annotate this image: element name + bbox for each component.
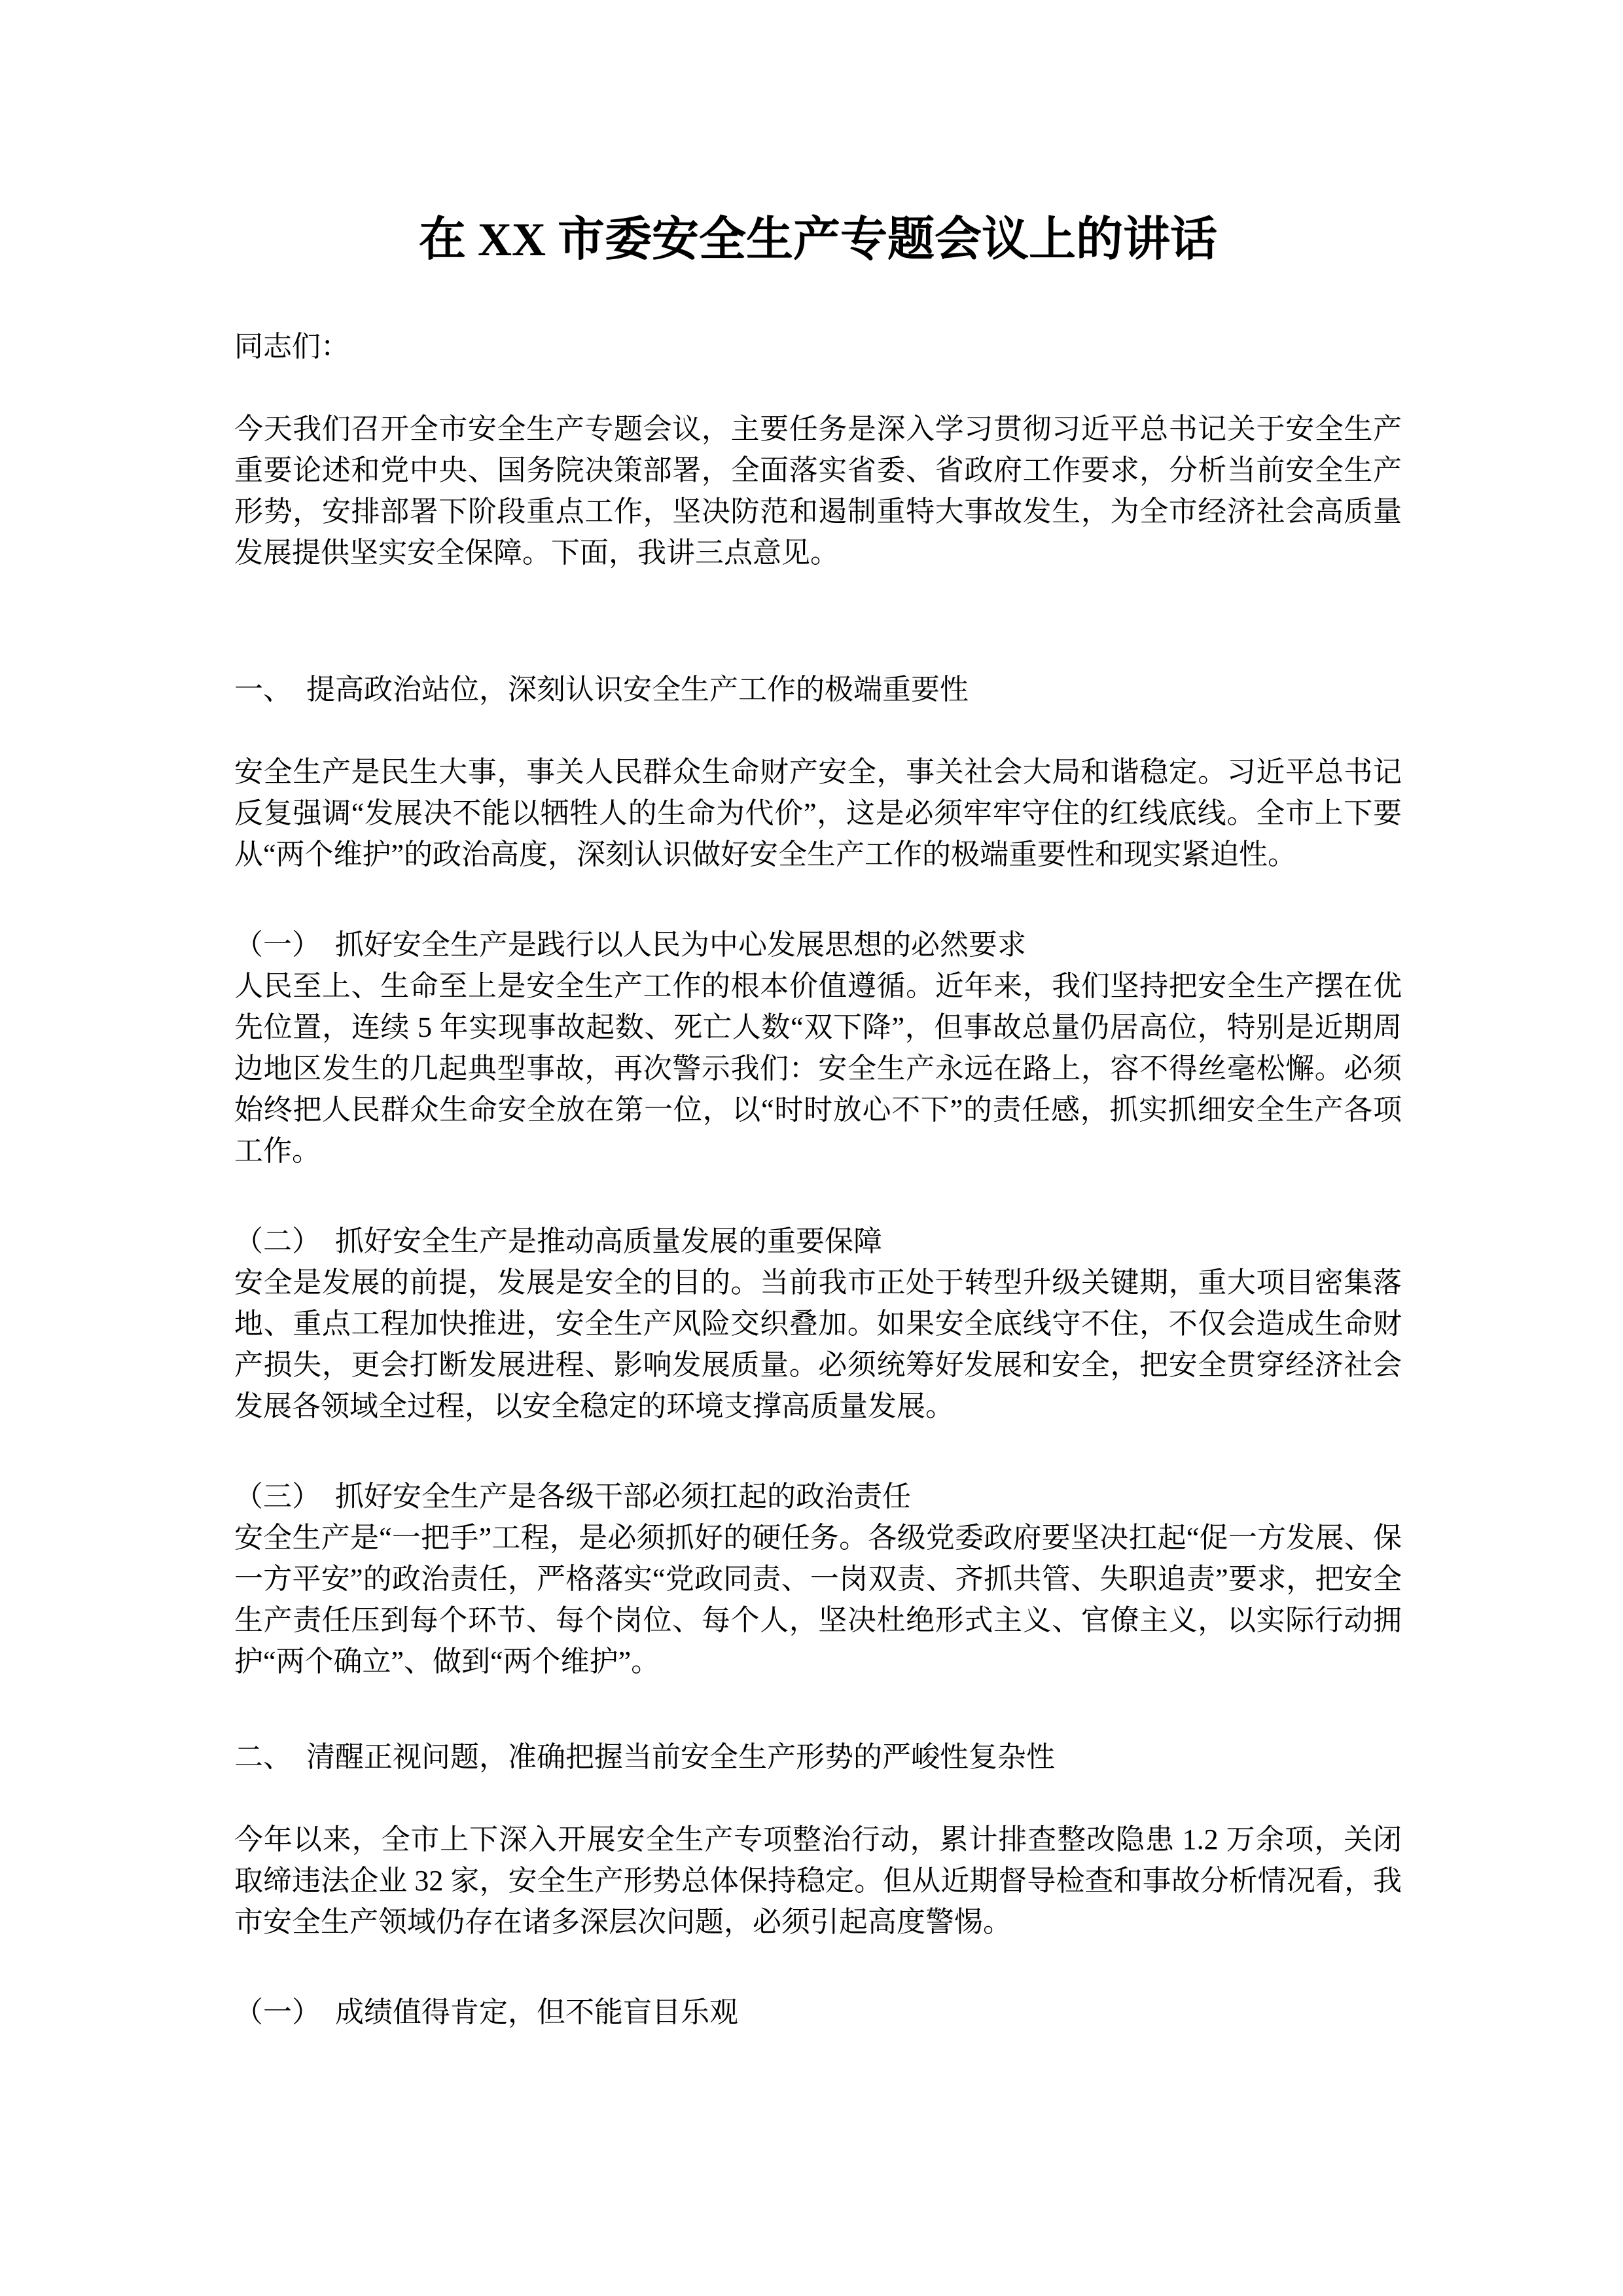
blank-line: [234, 875, 1402, 916]
section-1-3-paragraph: 安全生产是“一把手”工程，是必须抓好的硬任务。各级党委政府要坚决扛起“促一方发展、保一方平安”的政治责任，严格落实“党政同责、一岗双责、齐抓共管、失职追责”要求，把安全生产责任压到每个环节、每个岗位、每个人，坚决杜绝形式主义、官僚主义，以实际行动拥护“两个确立”、做到“两个维护”。: [234, 1522, 1402, 1677]
section-2-1-heading: （一） 成绩值得肯定，但不能盲目乐观: [234, 1996, 738, 2028]
blank-line: [234, 1427, 1402, 1468]
section-1-3-heading: （三） 抓好安全生产是各级干部必须扛起的政治责任: [234, 1480, 911, 1513]
blank-line: [234, 1943, 1402, 1984]
intro-paragraph: 今天我们召开全市安全生产专题会议，主要任务是深入学习贯彻习近平总书记关于安全生产重要论述和党中央、国务院决策部署，全面落实省委、省政府工作要求，分析当前安全生产形势，安排部署下阶段重点工作，坚决防范和遏制重特大事故发生，为全市经济社会高质量发展提供坚实安全保障。下面，我讲三点意见。: [234, 413, 1402, 569]
blank-line: [234, 367, 1402, 408]
section-1-paragraph: 安全生产是民生大事，事关人民群众生命财产安全，事关社会大局和谐稳定。习近平总书记反复强调“发展决不能以牺牲人的生命为代价”，这是必须牢牢守住的红线底线。全市上下要从“两个维护”的政治高度，深刻认识做好安全生产工作的极端重要性和现实紧迫性。: [234, 756, 1402, 870]
salutation: 同志们：: [234, 331, 349, 363]
section-1-heading: 一、 提高政治站位，深刻认识安全生产工作的极端重要性: [234, 673, 969, 706]
doc-title: 在 XX 市委安全生产专题会议上的讲话: [419, 213, 1217, 266]
section-1-2-heading: （二） 抓好安全生产是推动高质量发展的重要保障: [234, 1225, 882, 1257]
section-1-1-heading: （一） 抓好安全生产是践行以人民为中心发展思想的必然要求: [234, 929, 1026, 961]
blank-line: [234, 1172, 1402, 1213]
document-content: [234, 208, 1402, 2033]
blank-line: [234, 573, 1402, 615]
section-1-2-paragraph: 安全是发展的前提，发展是安全的目的。当前我市正处于转型升级关键期，重大项目密集落地、重点工程加快推进，安全生产风险交织叠加。如果安全底线守不住，不仅会造成生命财产损失，更会打断发展进程、影响发展质量。必须统筹好发展和安全，把安全贯穿经济社会发展各领域全过程，以安全稳定的环境支撑高质量发展。: [234, 1266, 1402, 1422]
section-2-paragraph: 今年以来，全市上下深入开展安全生产专项整治行动，累计排查整改隐患 1.2 万余项，关闭取缔违法企业 32 家，安全生产形势总体保持稳定。但从近期督导检查和事故分析情况看，我市安全生产领域仍存在诸多深层次问题，必须引起高度警惕。: [234, 1823, 1402, 1938]
blank-line: [234, 710, 1402, 751]
section-1-1-paragraph: 人民至上、生命至上是安全生产工作的根本价值遵循。近年来，我们坚持把安全生产摆在优先位置，连续 5 年实现事故起数、死亡人数“双下降”，但事故总量仍居高位，特别是近期周边地区发生的几起典型事故，再次警示我们：安全生产永远在路上，容不得丝毫松懈。必须始终把人民群众生命安全放在第一位，以“时时放心不下”的责任感，抓实抓细安全生产各项工作。: [234, 970, 1402, 1167]
blank-line: [234, 1778, 1402, 1819]
section-2-heading: 二、 清醒正视问题，准确把握当前安全生产形势的严峻性复杂性: [234, 1741, 1055, 1773]
blank-line: [234, 615, 1402, 656]
blank-line: [234, 1682, 1402, 1723]
